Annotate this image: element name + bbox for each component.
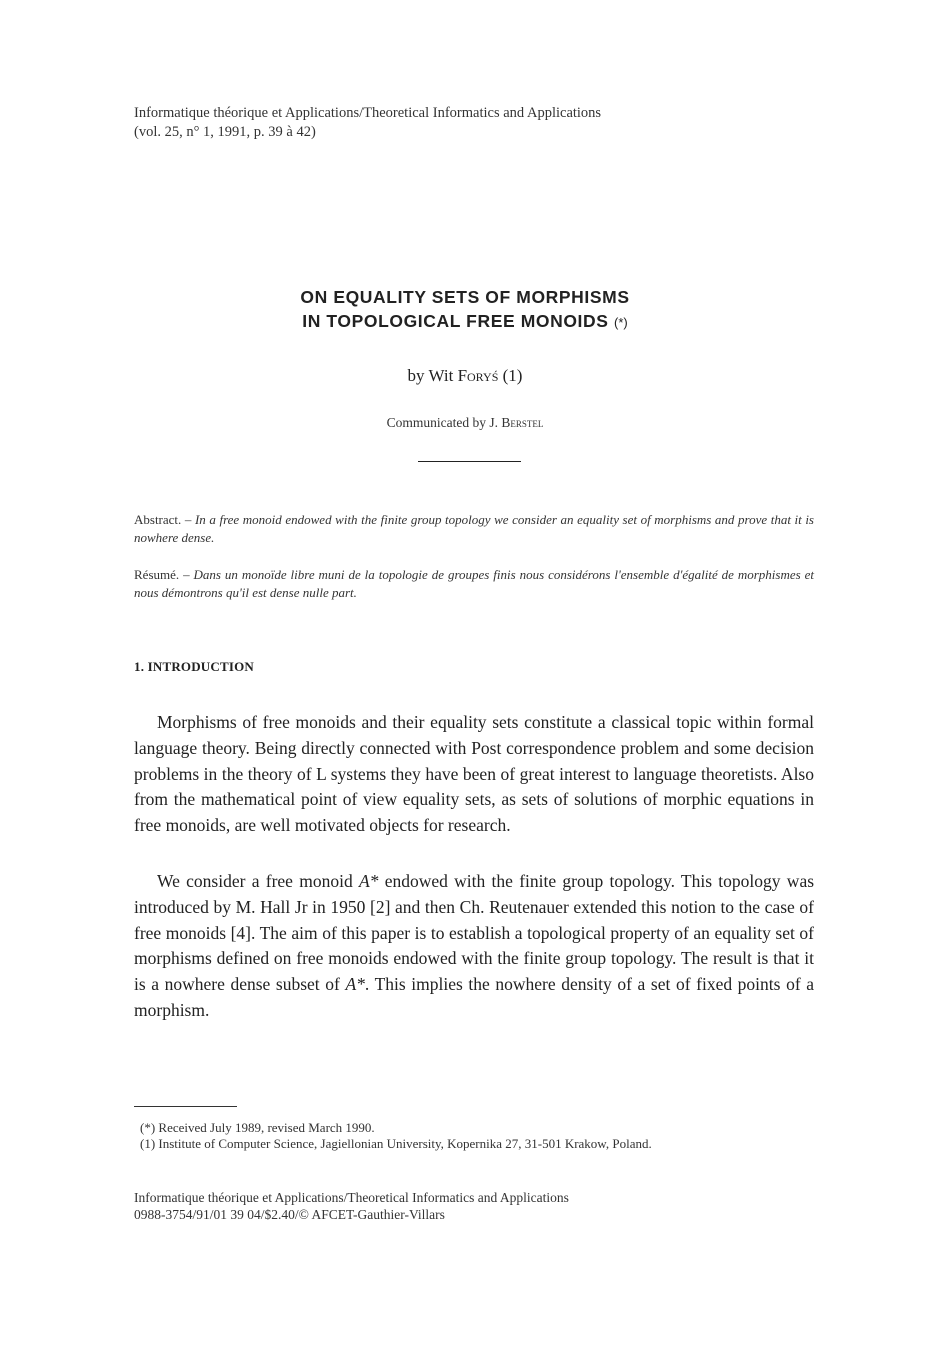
math-a-star: A*	[358, 871, 379, 891]
footnote-2-mark: (1)	[140, 1136, 156, 1151]
byline-prefix: by Wit	[407, 366, 454, 385]
communicator-name: Berstel	[501, 415, 544, 430]
resume	[134, 566, 814, 602]
footnotes	[134, 1120, 814, 1152]
author-surname: Foryś	[457, 366, 499, 385]
footer-journal-name: Informatique théorique et Applications/Theoretical Informatics and Applications	[134, 1190, 569, 1205]
footnote-1-mark: (*)	[140, 1120, 156, 1135]
footnote-1	[134, 1120, 814, 1136]
author-byline	[0, 366, 930, 386]
title-line-2	[0, 309, 930, 335]
resume-text: Dans un monoïde libre muni de la topologie de groupes finis nous considérons l'ensemble d'égalité de morphismes et nous démontrons qu'il est dense nulle part.	[134, 567, 815, 600]
title-divider	[418, 461, 521, 462]
volume-info: (vol. 25, n° 1, 1991, p. 39 à 42)	[134, 124, 316, 140]
p2-text-2: endowed with the finite group topology. This topology was introduced by M. Hall Jr in 1950 [2] and then Ch. Reutenauer extended this notion to the case of free monoids [4]. The aim of this paper is to establish a topological property of an equality set of morphisms defined on free monoids endowed with the finite group topology. The result is that it is a nowhere dense subset of	[134, 871, 815, 995]
footnote-1-text: Received July 1989, revised March 1990.	[158, 1120, 375, 1135]
paper-title	[0, 285, 930, 335]
journal-name: Informatique théorique et Applications/Theoretical Informatics and Applications	[134, 105, 602, 121]
author-footnote-mark: (1)	[502, 366, 523, 385]
p2-text-3: . This implies the nowhere density of a set of fixed points of a morphism.	[134, 974, 815, 1020]
journal-footer	[134, 1189, 569, 1223]
resume-label: Résumé. –	[134, 567, 190, 582]
communicated-by	[0, 415, 930, 431]
p2-text-1: We consider a free monoid	[157, 871, 353, 891]
footnote-divider	[134, 1106, 237, 1107]
abstract-text: In a free monoid endowed with the finite group topology we consider an equality set of morphisms and prove that it is nowhere dense.	[134, 512, 814, 545]
title-footnote-mark: (*)	[614, 315, 628, 330]
section-heading-introduction: 1. INTRODUCTION	[134, 659, 255, 674]
abstract-label: Abstract. –	[134, 512, 192, 527]
abstract	[134, 511, 814, 547]
footer-code: 0988-3754/91/01 39 04/$2.40/© AFCET-Gauthier-Villars	[134, 1207, 445, 1222]
journal-header	[134, 104, 601, 142]
communicated-prefix: Communicated by J.	[386, 415, 498, 430]
title-line-2-text: IN TOPOLOGICAL FREE MONOIDS	[302, 311, 609, 331]
math-a-star: A*	[345, 974, 365, 995]
title-line-1: ON EQUALITY SETS OF MORPHISMS	[300, 287, 630, 307]
footnote-2-text: Institute of Computer Science, Jagiellonian University, Kopernika 27, 31-501 Krakow, Poland.	[158, 1136, 652, 1151]
footnote-2	[134, 1136, 814, 1152]
intro-paragraph-2	[134, 869, 814, 1024]
intro-paragraph-1: Morphisms of free monoids and their equality sets constitute a classical topic within formal language theory. Being directly connected with Post correspondence problem and some decision problems in the theory of L systems they have been of great interest to language theoretists. Also from the mathematical point of view equality sets, as sets of solutions of morphic equations in free monoids, are well motivated objects for research.	[134, 712, 814, 836]
